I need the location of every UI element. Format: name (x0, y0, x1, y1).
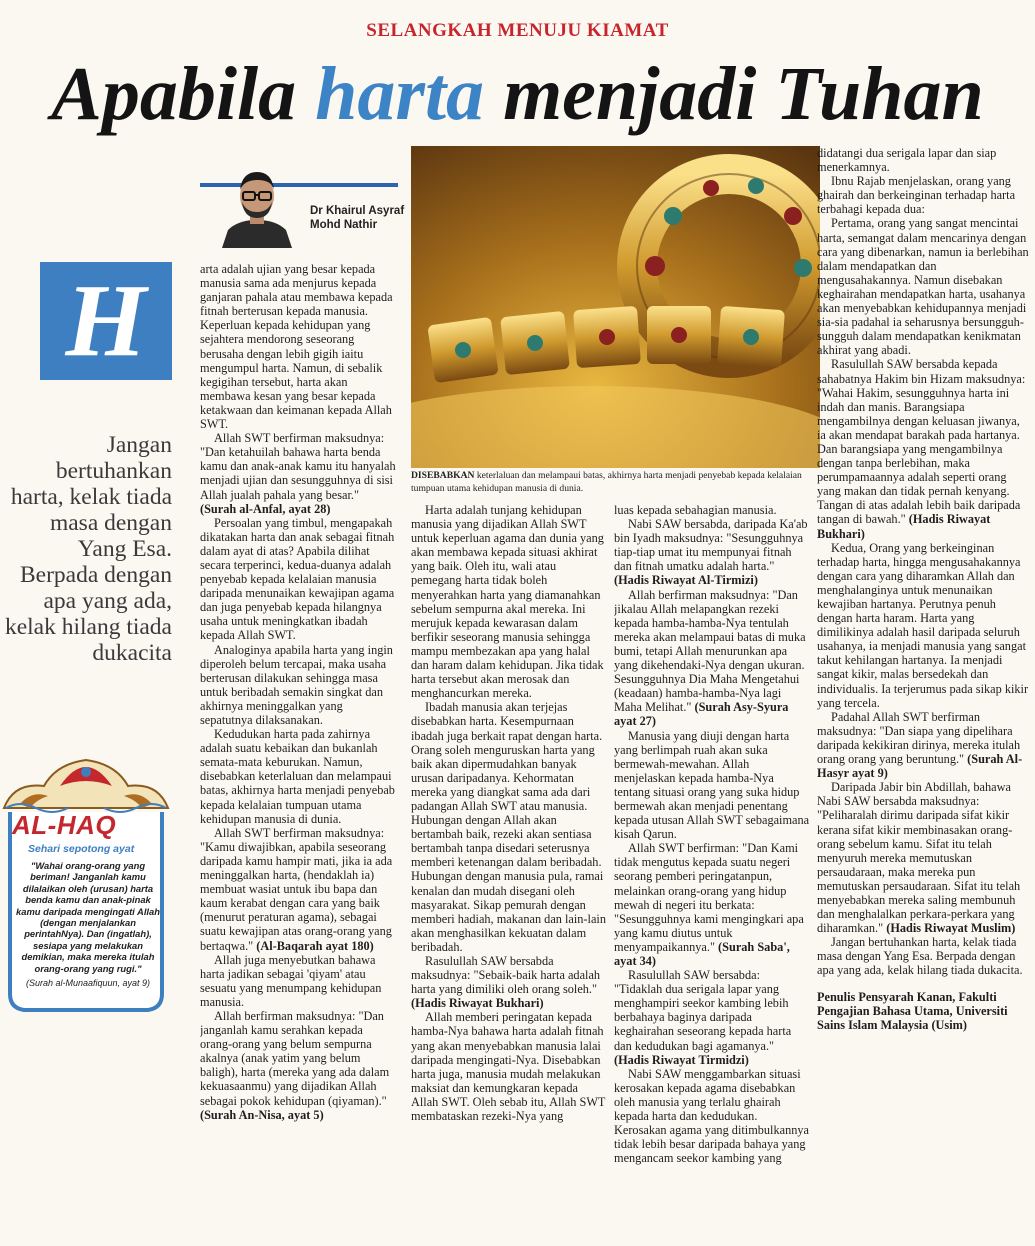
paragraph-text: Ibnu Rajab menjelaskan, orang yang ghairah dan berkeinginan terhadap harta terbahagi kepada dua: (817, 174, 1016, 217)
citation: (Surah Saba', ayat 34) (614, 939, 790, 968)
paragraph (200, 431, 396, 516)
paragraph (411, 1010, 607, 1123)
al-haq-box (0, 742, 172, 1022)
paragraph-text: Allah memberi peringatan kepada hamba-Nya bahawa harta adalah fitnah yang akan menyebabkan manusia lalai daripada mengingati-Nya. Disebabkan harta juga, manusia mudah melakukan maksiat dan kemungkaran kepada Allah SWT. Oleh sebab itu, Allah SWT membataskan rezeki-Nya yang (411, 1010, 606, 1124)
paragraph-text: Jangan bertuhankan harta, kelak tiada masa dengan Yang Esa. Berpada dengan apa yang ada, kelak hilang tiada dukacita. (817, 935, 1023, 978)
citation: (Al-Baqarah ayat 180) (256, 938, 374, 953)
paragraph-text: Daripada Jabir bin Abdillah, bahawa Nabi SAW bersabda maksudnya: "Peliharalah dirimu daripada sifat kikir kerana sifat kikir membinasakan orang-orang sebelum kamu. Sifat itu telah menyuruh mereka memutuskan persaudaraan, maka mereka pun memutuskan persaudaraan. Sifat itu telah menyebabkan mereka saling membunuh dan menghalalkan perkara-perkara yang diharamkan." (817, 780, 1021, 936)
paragraph (817, 780, 1029, 935)
article-column-2 (411, 503, 607, 1243)
paragraph (817, 146, 1029, 174)
citation: (Hadis Riwayat Al-Tirmizi) (614, 573, 758, 588)
paragraph-text: Allah SWT berfirman: "Dan Kami tidak mengutus kepada suatu negeri seorang pemberi peringatanpun, melainkan orang-orang yang hidup mewah di negeri itu berkata: "Sesungguhnya kami mengingkari apa yang kamu diutus untuk menyampaikannya." (614, 841, 804, 954)
paragraph (614, 729, 810, 842)
paragraph (614, 503, 810, 517)
paragraph (200, 516, 396, 643)
citation: (Surah Al-Hasyr ayat 9) (817, 752, 1023, 781)
drop-cap: H (40, 262, 172, 380)
citation: (Surah Asy-Syura ayat 27) (614, 700, 789, 729)
paragraph (817, 541, 1029, 710)
paragraph (817, 935, 1029, 977)
paragraph-text: Persoalan yang timbul, mengapakah dikatakan harta dan anak sebagai fitnah dalam ayat di atas? Apabila dilihat secara terperinci, kedua-duanya adalah penyebab kepada kelalaian manusia daripada menunaikan kewajipan agama dan juga penyebab kepada hilangnya usaha untuk meningkatkan ibadah kepada Allah SWT. (200, 515, 395, 643)
paragraph-text: Manusia yang diuji dengan harta yang berlimpah ruah akan suka bermewah-mewahan. Allah menjelaskan kepada hamba-Nya tentang situasi orang yang suka hidup bermewah akan menjadi penentang kepada utusan Allah SWT sebagaimana kisah Qarun. (614, 728, 810, 842)
paragraph-text: Allah berfirman maksudnya: "Dan jikalau Allah melapangkan rezeki kepada hamba-hamba-Nya tentulah mereka akan melampaui batas di muka bumi, tetapi Allah menurunkan apa yang dikehendaki-Nya dengan ukuran. Sesungguhnya Dia Maha Mengetahui (keadaan) hamba-hamba-Nya lagi Maha Melihat." (614, 587, 806, 715)
paragraph-text: Allah SWT berfirman maksudnya: "Kamu diwajibkan, apabila seseorang daripada kamu hampir mati, jika ia ada meninggalkan harta, (hendaklah ia) membuat wasiat untuk ibu bapa dan kaum kerabat dengan cara yang baik (menurut peraturan agama), sebagai suatu kewajipan atas orang-orang yang bertaqwa." (200, 825, 393, 953)
author-avatar (220, 160, 294, 248)
citation: (Hadis Riwayat Tirmidzi) (614, 1052, 749, 1067)
paragraph (614, 1067, 810, 1166)
paragraph (614, 841, 810, 968)
paragraph-text: didatangi dua serigala lapar dan siap menerkamnya. (817, 146, 997, 175)
paragraph-text: Rasulullah SAW bersabda kepada sahabatnya Hakim bin Hizam maksudnya: "Wahai Hakim, sesungguhnya harta ini indah dan manis. Barangsiapa mengambilnya dengan keluasan jiwanya, ia akan mendapat barakah pada hartanya. Dan barangsiapa yang mengambilnya dengan tanpa berlebihan, maka perumpamaannya adalah seperti orang yang makan dan tidak pernah kenyang. Tangan di atas adalah lebih baik daripada tangan di bawah." (817, 357, 1026, 527)
headline-highlight: harta (315, 52, 485, 136)
article-column-3 (614, 503, 810, 1243)
paragraph (200, 727, 396, 826)
al-haq-title: AL-HAQ (12, 810, 117, 840)
paragraph (411, 700, 607, 954)
paragraph-text: Allah juga menyebutkan bahawa harta jadikan sebagai 'qiyam' atau sesuatu yang menumpang kehidupan manusia. (200, 952, 382, 1009)
paragraph-text: Ibadah manusia akan terjejas disebabkan harta. Kesempurnaan ibadah juga berkait rapat dengan harta. Orang soleh menguruskan harta yang baik akan dipermudahkan banyak urusan daripadanya. Kehormatan mereka yang diangkat sama ada dari padangan Allah SWT atau manusia. Hubungan dengan Allah akan bertambah baik, rezeki akan sentiasa bertambah tanpa disedari seterusnya memberi ketenangan dalam beribadah. Hubungan dengan manusia pula, ramai kenalan dan mudah disegani oleh masyarakat. Sikap pemurah dengan memberi hadiah, makanan dan lain-lain akan menghasilkan kekuatan dalam beribadah. (411, 700, 606, 954)
paragraph (817, 174, 1029, 216)
paragraph-text: Kedudukan harta pada zahirnya adalah suatu kebaikan dan bukanlah semata-mata keburukan. Namun, disebabkan keterlaluan dan melampaui batas, akhirnya harta menjadi penyebab kepada kelalaian tumpuan utama kehidupan manusia di dunia. (200, 727, 395, 826)
paragraph (200, 643, 396, 728)
paragraph-text: Padahal Allah SWT berfirman maksudnya: "Dan siapa yang dipelihara daripada kekikiran dirinya, mereka itulah orang orang yang beruntung." (817, 709, 1021, 767)
section-kicker: SELANGKAH MENUJU KIAMAT (366, 20, 669, 41)
paragraph (614, 588, 810, 729)
citation: (Hadis Riwayat Muslim) (886, 921, 1016, 936)
paragraph-text: Nabi SAW bersabda, daripada Ka'ab bin Iyadh maksudnya: "Sesungguhnya tiap-tiap umat itu mempunyai fitnah dan fitnah umatku adalah harta." (614, 517, 808, 574)
paragraph-text: Rasulullah SAW bersabda maksudnya: "Sebaik-baik harta adalah harta yang dimiliki oleh orang soleh." (411, 954, 601, 997)
paragraph-text: Allah berfirman maksudnya: "Dan janganlah kamu serahkan kepada orang-orang yang belum sempurna akalnya (anak yatim yang belum baligh), harta (mereka yang ada dalam kekuasaanmu) yang dijadikan Allah sebagai pokok kehidupan (qiyaman)." (200, 1008, 390, 1108)
citation: (Hadis Riwayat Bukhari) (411, 996, 544, 1011)
paragraph (614, 968, 810, 1067)
paragraph (200, 826, 396, 953)
paragraph-text: Nabi SAW menggambarkan situasi kerosakan kepada agama disebabkan oleh manusia yang terlalu ghairah kepada harta dan kedudukan. Kerosakan agama yang ditimbulkannya tidak lebih besar daripada bahaya yang mengancam seekor kambing yang (614, 1066, 809, 1166)
al-haq-verse: "Wahai orang-orang yang beriman! Janganlah kamu dilalaikan oleh (urusan) harta benda kamu dan anak-pinak kamu daripada mengingati Allah (dengan menjalankan perintahNya). Dan (ingatlah), sesiapa yang melakukan demikian, maka mereka itulah orang-orang yang rugi." (16, 860, 160, 974)
headline-part2: menjadi Tuhan (484, 52, 984, 136)
paragraph (411, 503, 607, 700)
author-credit: Penulis Pensyarah Kanan, Fakulti Pengajian Bahasa Utama, Universiti Sains Islam Malaysia (Usim) (817, 989, 1008, 1032)
citation: (Hadis Riwayat Bukhari) (817, 512, 991, 541)
article-column-4 (817, 146, 1029, 1242)
paragraph-text: arta adalah ujian yang besar kepada manusia sama ada menjurus kepada ganjaran pahala atau membawa kepada fitnah berterusan kepada manusia. Keperluan kepada kehidupan yang sejahtera mendorong seseorang berusaha dengan lebih gigih iaitu mengumpul harta. Namun, di sebalik kegigihan tersebut, harta akan membawa kesan yang besar kepada ketakwaan dan keimanan kepada Allah SWT. (200, 262, 393, 432)
paragraph-text: Pertama, orang yang sangat mencintai harta, semangat dalam mencarinya dengan cara yang dibenarkan, namun ia berlebihan dalam mendapatkan dan mengusahakannya. Namun disebakan keghairahan mendapatkan harta, usahanya akan menyebabkan kehidupannya menjadi sia-sia padahal ia seharusnya bersungguh-sungguh dalam mendapatkan kenikmatan akhirat yang abadi. (817, 216, 1029, 358)
paragraph (817, 710, 1029, 780)
pull-quote: Jangan bertuhankan harta, kelak tiada masa dengan Yang Esa. Berpada dengan apa yang ada, kelak hilang tiada dukacita (4, 432, 172, 666)
paragraph-text: Harta adalah tunjang kehidupan manusia yang dijadikan Allah SWT untuk keperluan agama dan dunia yang akan membawa kepada situasi akhirat yang baik. Oleh itu, wali atau pemegang harta tidak boleh menyerahkan harta yang diamanahkan sebelum sempurna akal mereka. Ini merujuk kepada kewarasan dalam berfikir seseorang manusia sehingga mampu membezakan apa yang halal dan haram dalam kehidupan. Jika tidak harta tersebut akan merosak dan menghancurkan mereka. (411, 503, 604, 701)
paragraph-text: Kedua, Orang yang berkeinginan terhadap harta, hingga mengusahakannya dengan cara yang diharamkan Allah dan menghalanginya untuk menunaikan kewajiban hartanya. Perutnya penuh dengan harta haram. Harta yang dimilikinya adalah hasil daripada seluruh usahanya, ia menjadi manusia yang sangat takut kehilangan hartanya. Ia menjadi sangat kikir, malas bersedekah dan individualis. Ia terjerumus pada sikap kikir yang tercela. (817, 540, 1029, 710)
paragraph-text: Analoginya apabila harta yang ingin diperoleh belum tercapai, maka usaha berterusan dilakukan sehingga masa untuk beribadah semakin singkat dan akhirnya meninggalkan yang sepatutnya dilaksanakan. (200, 642, 393, 727)
paragraph-text: Rasulullah SAW bersabda: "Tidaklah dua serigala lapar yang menghampiri seekor kambing lebih berbahaya baginya daripada keghairahan seseorang kepada harta dan kedudukan bagi agamanya." (614, 968, 792, 1053)
author-byline (200, 160, 405, 248)
article-column-1 (200, 262, 396, 1242)
caption-lead: DISEBABKAN (411, 470, 475, 481)
photo-caption (411, 470, 816, 495)
paragraph (614, 517, 810, 587)
paragraph (200, 953, 396, 1009)
al-haq-subtitle: Sehari sepotong ayat (28, 843, 135, 855)
citation: (Surah al-Anfal, ayat 28) (200, 501, 331, 516)
paragraph (200, 1009, 396, 1122)
paragraph (411, 954, 607, 1010)
paragraph (817, 216, 1029, 357)
author-name: Dr Khairul Asyraf Mohd Nathir (310, 205, 405, 231)
caption-text: keterlaluan dan melampaui batas, akhirnya harta menjadi penyebab kepada kelalaian tumpuan utama kehidupan manusia di dunia. (411, 470, 802, 494)
headline-part1: Apabila (51, 52, 316, 136)
gold-jewellery-photo (411, 146, 820, 468)
paragraph-text: Allah SWT berfirman maksudnya: "Dan ketahuilah bahawa harta benda kamu dan anak-anak kamu itu hanyalah menjadi ujian dan sesungguhnya di sisi Allah jualah pahala yang besar." (200, 431, 396, 502)
headline (0, 46, 1035, 142)
paragraph-text: luas kepada sebahagian manusia. (614, 503, 777, 517)
paragraph (200, 262, 396, 431)
citation: (Surah An-Nisa, ayat 5) (200, 1107, 324, 1122)
paragraph (817, 357, 1029, 540)
al-haq-source: (Surah al-Munaafiquun, ayat 9) (25, 978, 151, 988)
